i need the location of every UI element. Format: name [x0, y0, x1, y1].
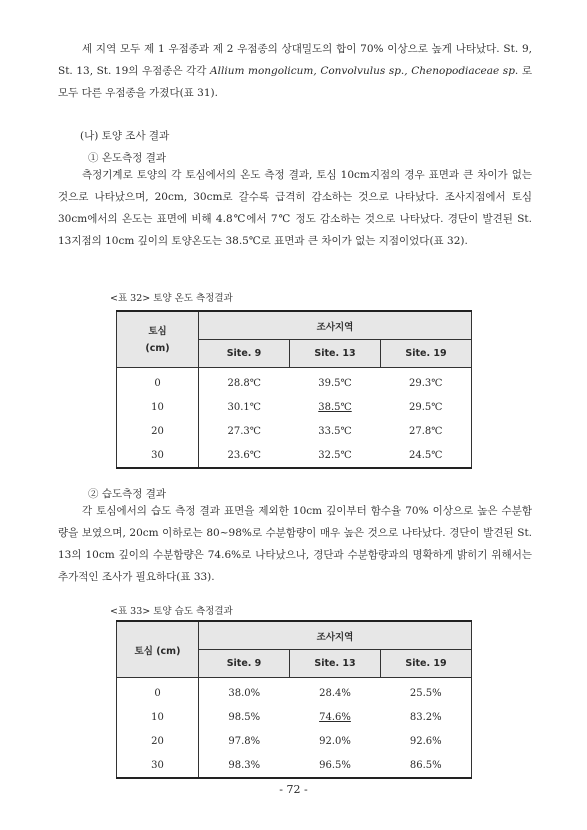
site-header: Site. 13 [290, 340, 381, 368]
value-cell: 92.0% [319, 735, 351, 747]
depth-cell: 0 [117, 678, 199, 706]
site-header: Site. 19 [381, 650, 472, 678]
intro-paragraph [58, 38, 532, 104]
value-cell: 39.5℃ [318, 377, 352, 389]
value-cell: 97.8% [228, 735, 261, 747]
site-header: Site. 19 [381, 340, 472, 368]
depth-header: 토심 (cm) [117, 311, 199, 368]
value-cell: 28.8℃ [227, 377, 261, 389]
table-row [117, 419, 472, 443]
table-row [117, 395, 472, 419]
depth-cell: 10 [117, 705, 199, 729]
value-cell-underlined: 74.6% [319, 711, 351, 723]
depth-cell: 10 [117, 395, 199, 419]
temperature-heading: ① 온도측정 결과 [88, 152, 167, 164]
soil-moisture-table [116, 620, 472, 779]
value-cell: 23.6℃ [199, 443, 290, 468]
value-cell-underlined: 38.5℃ [318, 401, 352, 413]
depth-cell: 30 [117, 443, 199, 468]
site-header: Site. 13 [290, 650, 381, 678]
depth-header: 토심 (cm) [117, 621, 199, 678]
page-number: - 72 - [279, 783, 308, 796]
value-cell: 98.3% [199, 753, 290, 778]
moisture-heading: ② 습도측정 결과 [88, 488, 167, 500]
table-row [117, 368, 472, 396]
soil-temperature-table [116, 310, 472, 469]
temperature-paragraph [58, 164, 532, 252]
value-cell: 28.4% [319, 687, 351, 699]
value-cell: 33.5℃ [318, 425, 352, 437]
table-row [117, 729, 472, 753]
moisture-paragraph [58, 500, 532, 588]
value-cell: 25.5% [381, 678, 472, 706]
table-row [117, 678, 472, 706]
temperature-text: 측정기계로 토양의 각 토심에서의 온도 측정 결과, 토심 10cm지점의 경우 표면과 큰 차이가 없는 것으로 나타났으며, 20cm, 30cm로 갈수록 급격히 감소하는 것으로 나타났다. 조사지점에서 토심 30cm에서의 온도는 표면에 비해 4.8℃에서 7℃ 정도 감소하는 것으로 나타났다. 경단이 발견된 St. 13지점의 10cm 깊이의 토양온도는 38.5℃로 표면과 큰 차이가 없는 지점이었다(표 32). [58, 169, 532, 247]
section-heading: (나) 토양 조사 결과 [80, 130, 170, 142]
value-cell: 92.6% [381, 729, 472, 753]
value-cell: 27.8℃ [381, 419, 472, 443]
depth-cell: 0 [117, 368, 199, 396]
depth-cell: 20 [117, 729, 199, 753]
moisture-text: 각 토심에서의 습도 측정 결과 표면을 제외한 10cm 깊이부터 함수율 70% 이상으로 높은 수분함량을 보였으며, 20cm 이하로는 80~98%로 수분함량이 매우 높은 것으로 나타났다. 경단이 발견된 St. 13의 10cm 깊이의 수분함량은 74.6%로 나타났으나, 경단과 수분함량과의 명확하게 밝히기 위해서는 추가적인 조사가 필요하다(표 33). [58, 505, 532, 583]
value-cell: 32.5℃ [290, 443, 381, 468]
site-group-header: 조사지역 [199, 621, 472, 650]
value-cell: 38.0% [228, 687, 261, 699]
value-cell: 29.3℃ [381, 368, 472, 396]
value-cell: 29.5℃ [381, 395, 472, 419]
table-row [117, 753, 472, 778]
depth-cell: 30 [117, 753, 199, 778]
site-header: Site. 9 [199, 650, 290, 678]
intro-text: 세 지역 모두 제 1 우점종과 제 2 우점종의 상대밀도의 합이 70% 이상으로 높게 나타났다. St. 9, St. 13, St. 19의 우점종은 각각 [58, 43, 532, 77]
species-name: Chenopodiaceae sp. [411, 65, 519, 77]
depth-cell: 20 [117, 419, 199, 443]
table-32-caption: <표 32> 토양 온도 측정결과 [110, 293, 233, 304]
value-cell: 83.2% [381, 705, 472, 729]
value-cell: 27.3℃ [227, 425, 261, 437]
value-cell: 98.5% [228, 711, 261, 723]
value-cell: 96.5% [290, 753, 381, 778]
value-cell: 30.1℃ [227, 401, 261, 413]
site-group-header: 조사지역 [199, 311, 472, 340]
species-name: Convolvulus sp., [320, 65, 408, 77]
site-header: Site. 9 [199, 340, 290, 368]
species-name: Allium mongolicum, [210, 65, 317, 77]
table-row [117, 705, 472, 729]
table-row [117, 443, 472, 468]
value-cell: 86.5% [381, 753, 472, 778]
table-33-caption: <표 33> 토양 습도 측정결과 [110, 606, 233, 617]
intro-tail: 로 모두 다른 우점종을 가졌다(표 31). [58, 65, 532, 99]
value-cell: 24.5℃ [381, 443, 472, 468]
